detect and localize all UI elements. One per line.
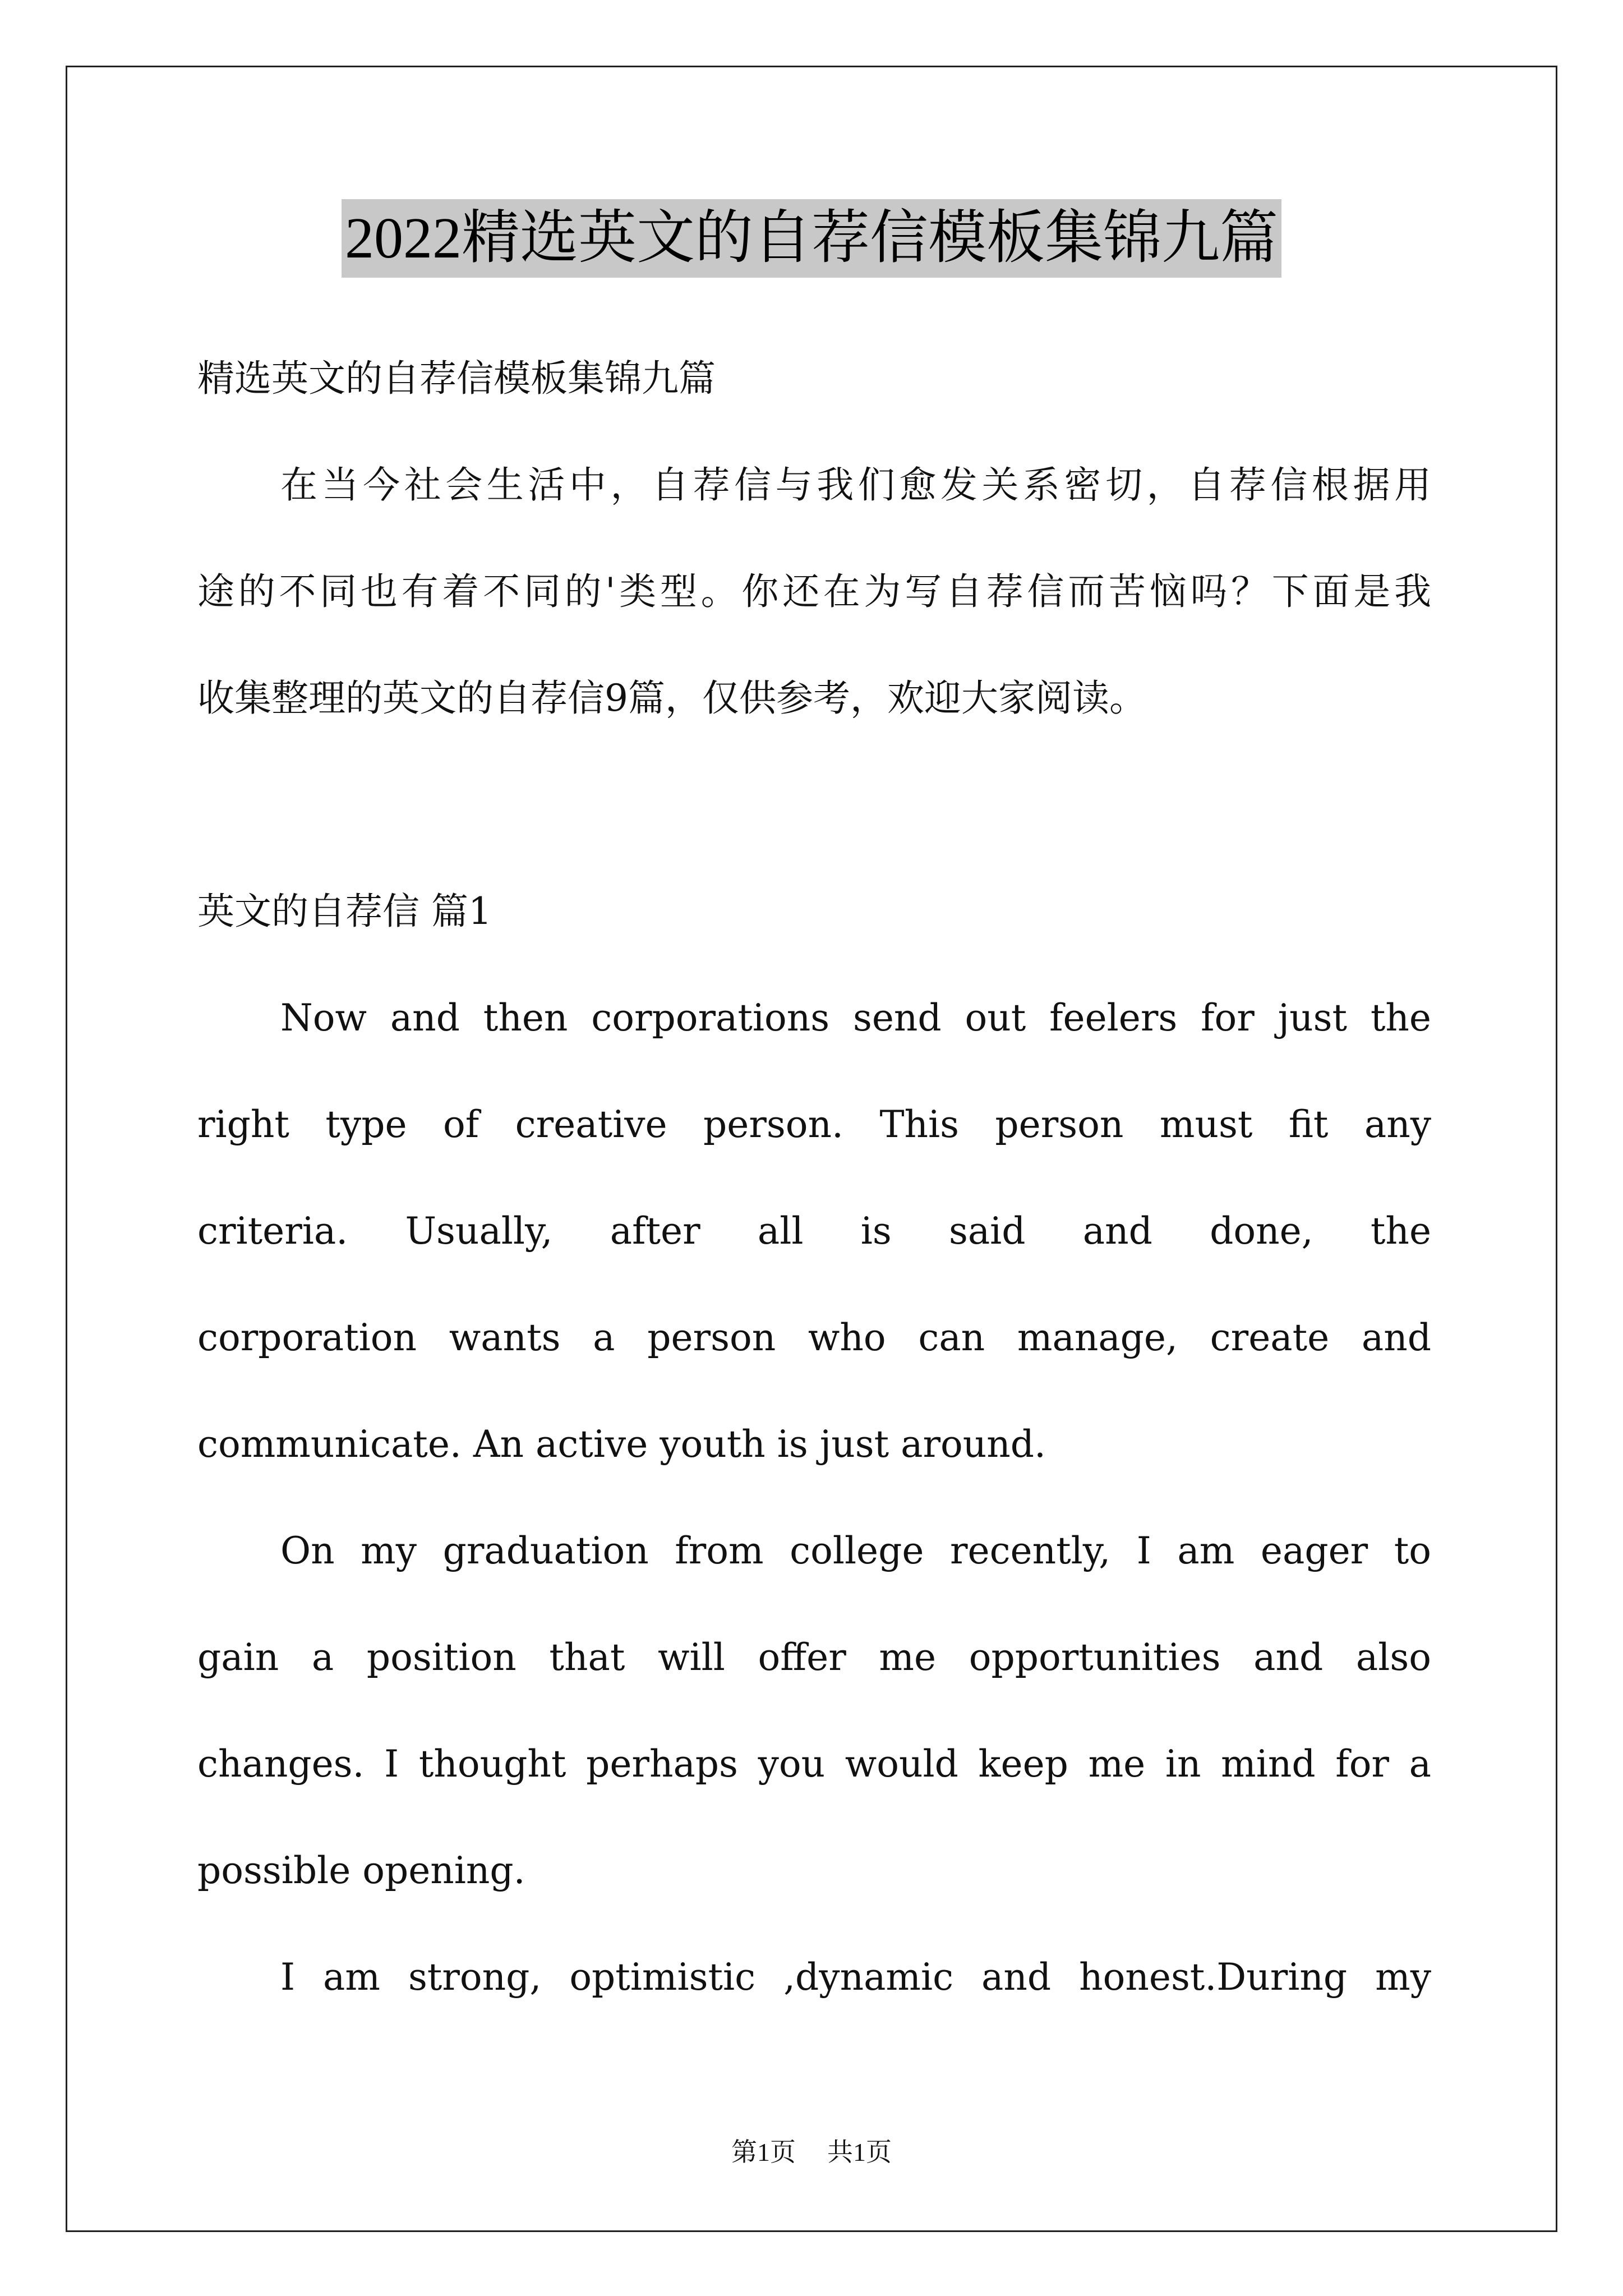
paragraph-line: I am strong, optimistic ,dynamic and honest.During my	[280, 1955, 1431, 1999]
document-title: 2022精选英文的自荐信模板集锦九篇	[342, 199, 1281, 278]
paragraph-line: right type of creative person. This person must fit any	[197, 1103, 1431, 1146]
intro-line: 途的不同也有着不同的'类型。你还在为写自荐信而苦恼吗？下面是我	[197, 570, 1431, 613]
paragraph-line: criteria. Usually, after all is said and done, the	[197, 1209, 1431, 1253]
paragraph-line: gain a position that will offer me opportunities and also	[197, 1636, 1431, 1679]
paragraph-line: corporation wants a person who can manage, create and	[197, 1316, 1431, 1359]
paragraph-line: communicate. An active youth is just around.	[197, 1423, 1046, 1466]
page-total: 共1页	[827, 2138, 892, 2166]
paragraph-line: Now and then corporations send out feelers for just the	[280, 996, 1431, 1039]
paragraph-line: changes. I thought perhaps you would keep me in mind for a	[197, 1742, 1431, 1786]
section-heading: 英文的自荐信 篇1	[197, 890, 492, 933]
title-wrap	[0, 199, 1623, 278]
page-number: 第1页	[731, 2138, 796, 2166]
document-body	[197, 348, 1431, 2053]
paragraph-line: possible opening.	[197, 1849, 525, 1892]
paragraph-gap	[197, 774, 1431, 881]
page-footer	[0, 2132, 1623, 2169]
paragraph-line: On my graduation from college recently, I am eager to	[280, 1529, 1431, 1572]
document-subtitle: 精选英文的自荐信模板集锦九篇	[197, 357, 716, 400]
intro-line: 在当今社会生活中，自荐信与我们愈发关系密切，自荐信根据用	[280, 463, 1431, 507]
intro-line: 收集整理的英文的自荐信9篇，仅供参考，欢迎大家阅读。	[197, 677, 1146, 720]
